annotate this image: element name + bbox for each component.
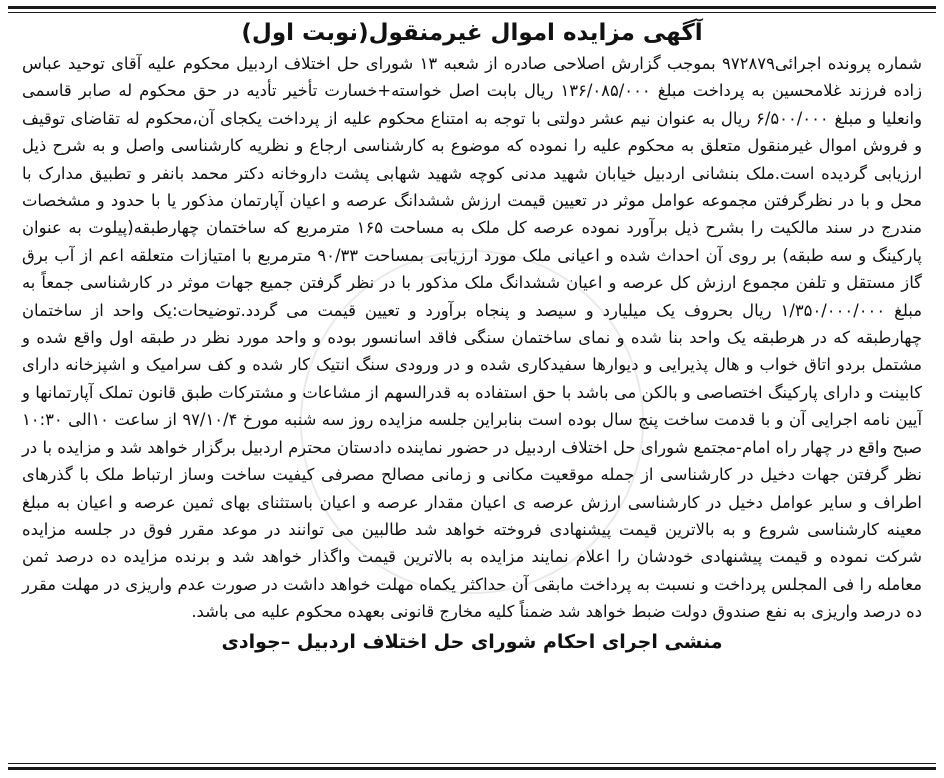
notice-title: آگهی مزایده اموال غیرمنقول(نوبت اول) <box>241 20 703 46</box>
notice-signature: منشی اجرای احکام شورای حل اختلاف اردبیل –جوادی <box>221 630 723 653</box>
top-border-thin-rule <box>8 12 936 13</box>
top-border-rule <box>8 6 936 9</box>
bottom-border-rule <box>8 767 936 770</box>
notice-body: شماره پرونده اجرائی۹۷۲۸۷۹ بموجب گزارش اصلاحی صادره از شعبه ۱۳ شورای حل اختلاف اردبیل محکوم علیه آقای توحید عباس زاده فرزند غلامحسین به پرداخت مبلغ ۱۳۶/۰۸۵/۰۰۰ ریال بابت اصل خواسته+خسارت تأخیر تأدیه در حق محکوم له صابر قاسمی وانعلیا و مبلغ ۶/۵۰۰/۰۰۰ ریال به عنوان نیم عشر دولتی با توجه به امتناع محکوم علیه از پرداخت یکجای آن،محکوم له تقاضای توقیف و فروش اموال غیرمنقول متعلق به محکوم علیه را نموده که موضوع به کارشناسی ارجاع و نظریه کارشناسی واصل و به شرح ذیل ارزیابی گردیده است.ملک بنشانی اردبیل خیابان شهید مدنی کوچه شهید شهابی پشت داروخانه دکتر محمد بانفر و تطبیق مدارک با محل و با در نظرگرفتن مجموعه عوامل موثر در تعیین قیمت ارزش ششدانگ عرصه و اعیان آپارتمان مذکور یا با حدود و مشخصات مندرج در سند مالکیت را بشرح ذیل برآورد نموده عرصه کل ملک به مساحت ۱۶۵ مترمربع که ساختمان چهارطبقه(پیلوت به عنوان پارکینگ و سه طبقه) بر روی آن احداث شده و اعیانی ملک مورد ارزیابی بمساحت ۹۰/۳۳ مترمربع با امتیازات متعلقه اعم از آب برق گاز مستقل و تلفن مجموع ارزش کل عرصه و اعیان ششدانگ ملک مذکور با در نظر گرفتن جمیع جهات موثر در کارشناسی جمعاً به مبلغ ۱/۳۵۰/۰۰۰/۰۰۰ ریال بحروف یک میلیارد و سیصد و پنجاه برآورد و تعیین قیمت می گردد.توضیحات:یک واحد از ساختمان چهارطبقه که در هرطبقه یک واحد بنا شده و نمای ساختمان سنگی فاقد اسانسور بوده و واحد مورد نظر در طبقه اول واقع شده و مشتمل بردو اتاق خواب و هال پذیرایی و دیوارها سفیدکاری شده و در ورودی سنگ انتیک کار شده و کف سرامیک و اشپزخانه دارای کابینت و دارای پارکینگ اختصاصی و بالکن می باشد با حق استفاده به قدرالسهم از مشاعات و مشترکات طبق قانون تملک آپارتمانها و آیین نامه اجرایی آن و با قدمت ساخت پنج سال بوده است بنابراین جلسه مزایده روز سه شنبه مورخ ۹۷/۱۰/۴ از ساعت ۱۰الی ۱۰:۳۰ صبح واقع در چهار راه امام-مجتمع شورای حل اختلاف اردبیل در حضور نماینده دادستان محترم اردبیل برگزار خواهد شد و مزایده با در نظر گرفتن جهات دخیل در کارشناسی از جمله موقعیت مکانی و زمانی مصالح مصرفی کیفیت ساخت وساز ارتباط ملک با گذرهای اطراف و سایر عوامل دخیل در کارشناسی ارزش عرصه ی اعیان مقدار عرصه و اعیان باستثنای بهای ثمین عرصه و اعیان به مبلغ معینه کارشناسی شروع و به بالاترین قیمت پیشنهادی فروخته خواهد شد طالبین می توانند در موعد مقرر فوق در جلسه مزایده شرکت نموده و قیمت پیشنهادی خودشان را اعلام نمایند مزایده به بالاترین قیمت واگذار خواهد شد و برنده مزایده ده درصد ثمن معامله را فی المجلس پرداخت و نسبت به پرداخت مابقی آن حداکثر یکماه مهلت خواهد داشت در صورت عدم واریزی در مهلت مقرر ده درصد واریزی به نفع صندوق دولت ضبط خواهد شد ضمناً کلیه مخارج قانونی بعهده محکوم علیه می باشد. <box>22 54 923 622</box>
notice-content <box>22 18 922 756</box>
bottom-border-thin-rule <box>8 763 936 764</box>
